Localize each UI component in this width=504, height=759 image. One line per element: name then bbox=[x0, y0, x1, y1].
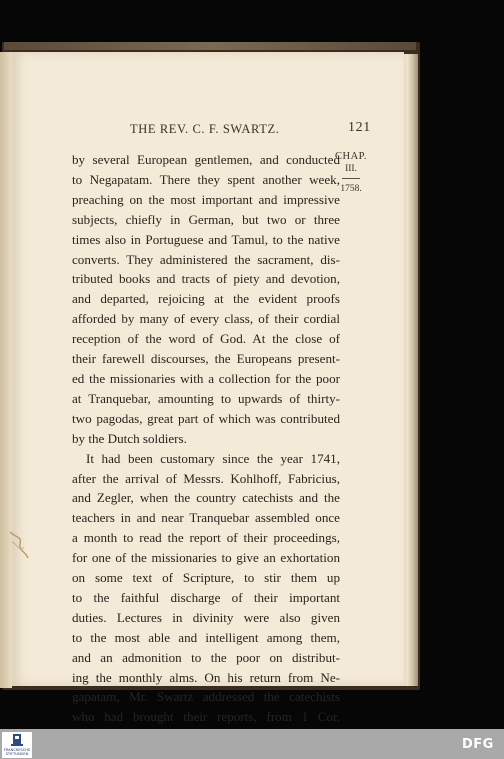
margin-year: 1758. bbox=[340, 184, 362, 194]
text-line: by the Dutch soldiers. bbox=[72, 430, 187, 446]
text-line: on some text of Scripture, to stir them up bbox=[72, 570, 340, 586]
text-line: by several European gentlemen, and conducted bbox=[72, 152, 340, 167]
text-line: It had been customary since the year 1741, bbox=[86, 450, 340, 466]
text-line: subjects, chiefly in German, but two or three bbox=[72, 211, 340, 227]
text-line: reception of the word of God. At the close of bbox=[72, 331, 340, 347]
dfg-logo[interactable]: DFG bbox=[462, 737, 494, 752]
text-line: to Negapatam. There they spent another week, bbox=[72, 171, 340, 187]
binding-thread bbox=[8, 528, 30, 560]
text-line: and departed, rejoicing at the evident proofs bbox=[72, 291, 340, 307]
book-page bbox=[12, 52, 404, 725]
text-line: their farewell discourses, the Europeans present- bbox=[72, 351, 340, 367]
margin-rule bbox=[342, 178, 360, 179]
text-line: a month to read the report of their proceedings, bbox=[72, 530, 340, 546]
library-emblem-icon bbox=[2, 732, 32, 748]
text-line: ed the missionaries with a collection for the poor bbox=[72, 370, 340, 386]
margin-chapter: CHAP. bbox=[335, 151, 367, 162]
running-title: THE REV. C. F. SWARTZ. bbox=[130, 122, 280, 136]
library-logo-caption: FRANCKESCHE STIFTUNGEN bbox=[3, 748, 31, 756]
body-text bbox=[72, 150, 340, 747]
text-line: tributed books and tracts of piety and devotion, bbox=[72, 271, 340, 287]
previous-page-edge bbox=[0, 52, 12, 688]
text-line: after the arrival of Messrs. Kohlhoff, Fabricius, bbox=[72, 470, 340, 486]
text-line: two pagodas, great part of which was contributed bbox=[72, 410, 340, 426]
page-number: 121 bbox=[348, 120, 371, 135]
text-line: and an admonition to the poor on distribut- bbox=[72, 649, 340, 665]
text-line: for one of the missionaries to give an exhortation bbox=[72, 550, 340, 566]
text-line: times also in Portuguese and Tamul, to the native bbox=[72, 231, 340, 247]
text-line: to the most able and intelligent among them, bbox=[72, 629, 340, 645]
viewer-footer bbox=[0, 729, 504, 759]
margin-chapter-number: III. bbox=[345, 164, 357, 174]
text-line: gapatam, Mr. Swartz addressed the catechists bbox=[72, 689, 340, 705]
text-line: and Zegler, when the country catechists and the bbox=[72, 490, 340, 506]
text-line: converts. They administered the sacrament, dis- bbox=[72, 251, 340, 267]
library-logo[interactable] bbox=[2, 732, 32, 758]
text-line: ing the monthly alms. On his return from Ne- bbox=[72, 669, 340, 685]
text-line: who had brought their reports, from 1 Cor. bbox=[72, 709, 340, 725]
text-line: at Tranquebar, amounting to upwards of thirty- bbox=[72, 390, 340, 406]
text-line: afforded by many of every class, of their cordial bbox=[72, 311, 340, 327]
text-line: preaching on the most important and impressive bbox=[72, 191, 340, 207]
text-line: teachers in and near Tranquebar assembled once bbox=[72, 510, 340, 526]
book-cover-edge bbox=[4, 42, 416, 50]
text-line: to the faithful discharge of their important bbox=[72, 589, 340, 605]
text-line: duties. Lectures in divinity were also given bbox=[72, 609, 340, 625]
